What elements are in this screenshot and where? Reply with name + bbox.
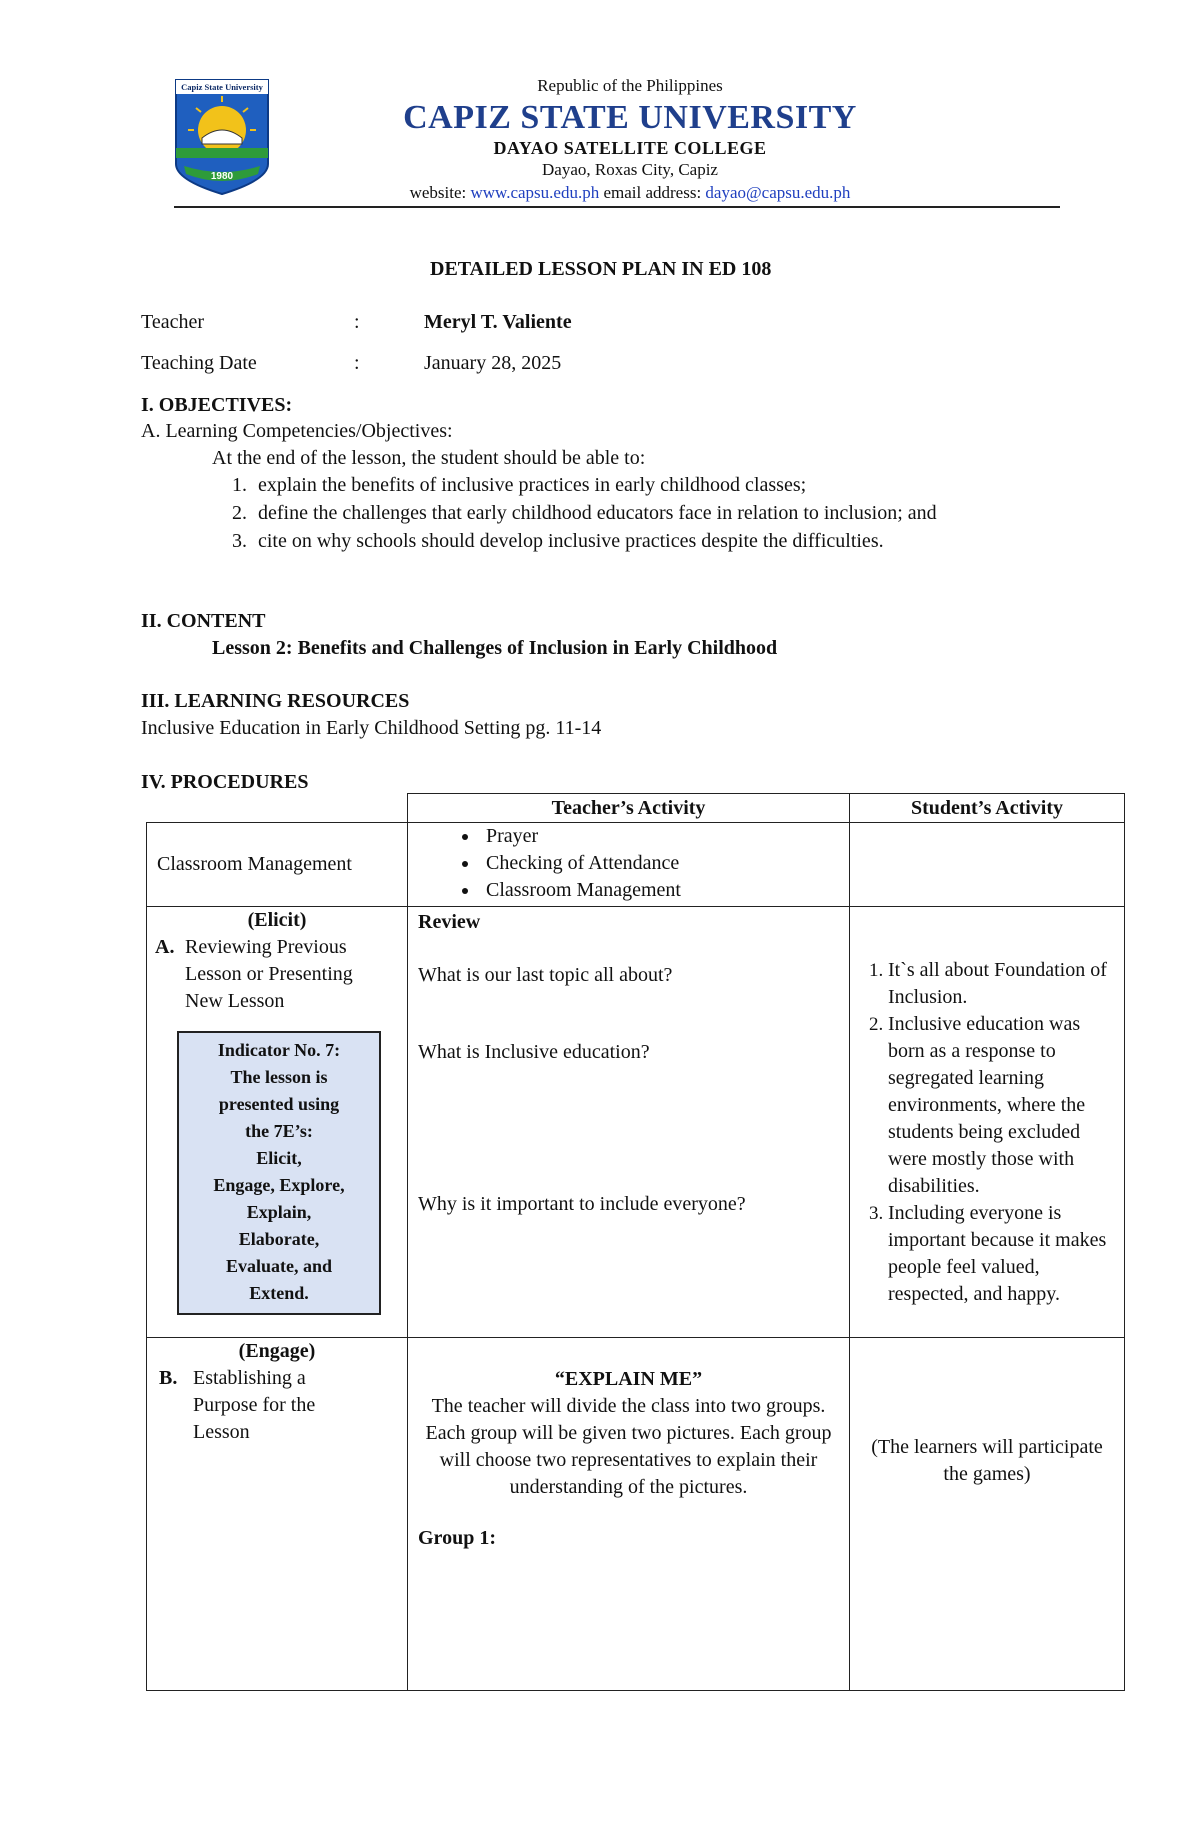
classroom-management-student-cell xyxy=(850,823,1125,907)
list-item: 1. It`s all about Foundation of Inclusion. xyxy=(888,957,1124,1011)
blank-header-cell xyxy=(147,794,408,823)
indicator-line: presented using xyxy=(218,1094,340,1114)
university-seal-logo xyxy=(174,78,270,196)
elicit-phase: (Elicit) xyxy=(247,909,307,931)
list-item: • Checking of Attendance xyxy=(480,850,849,877)
student-answers-list xyxy=(850,957,1124,1308)
elicit-teacher-cell xyxy=(408,907,850,1338)
indicator-line: Elaborate, xyxy=(238,1229,320,1249)
table-header-row xyxy=(147,794,1125,823)
teacher-colon: : xyxy=(354,311,360,333)
classroom-management-label: Classroom Management xyxy=(157,853,352,875)
date-colon: : xyxy=(354,352,360,374)
engage-student-response: (The learners will participate the games) xyxy=(871,1436,1103,1485)
teacher-name: Meryl T. Valiente xyxy=(424,311,572,333)
objective-item: 2. define the challenges that early childhood educators face in relation to inclusion; and xyxy=(252,499,937,527)
objectives-subheading: A. Learning Competencies/Objectives: xyxy=(141,420,453,442)
table-row xyxy=(147,1338,1125,1691)
indicator-line: Elicit, xyxy=(256,1148,302,1168)
classroom-management-activities-cell xyxy=(408,823,850,907)
indicator-line: Indicator No. 7: xyxy=(217,1040,341,1060)
header-divider xyxy=(174,206,1060,208)
elicit-student-cell xyxy=(850,907,1125,1338)
group-label: Group 1: xyxy=(418,1527,496,1549)
teacher-activity-header: Teacher’s Activity xyxy=(408,794,850,823)
objectives-intro: At the end of the lesson, the student should be able to: xyxy=(212,447,646,469)
indicator-line: Extend. xyxy=(249,1283,309,1303)
date-label: Teaching Date xyxy=(141,352,257,374)
indicator-box xyxy=(177,1031,381,1315)
table-row xyxy=(147,823,1125,907)
objective-item: 1. explain the benefits of inclusive practices in early childhood classes; xyxy=(252,471,937,499)
objectives-list xyxy=(212,471,937,555)
engage-teacher-cell xyxy=(408,1338,850,1691)
document-title: DETAILED LESSON PLAN IN ED 108 xyxy=(430,258,772,280)
list-item: 2. Inclusive education was born as a response to segregated learning environments, where the students being excluded were mostly those with disabilities. xyxy=(888,1011,1124,1200)
list-item: 3. Including everyone is important because it makes people feel valued, respected, and happy. xyxy=(888,1200,1124,1308)
indicator-line: Engage, Explore, xyxy=(213,1175,345,1195)
logo-text: Capiz State University xyxy=(181,82,263,92)
review-heading: Review xyxy=(418,911,481,933)
engage-label-cell xyxy=(147,1338,408,1691)
engage-student-cell xyxy=(850,1338,1125,1691)
procedures-table xyxy=(146,793,1125,1691)
activity-description: The teacher will divide the class into two groups. Each group will be given two pictures. Each group will choose two representatives to explain their understanding of the pictures. xyxy=(425,1395,832,1498)
indicator-line: the 7E’s: xyxy=(245,1121,313,1141)
review-question: Why is it important to include everyone? xyxy=(418,1193,746,1215)
contact-line xyxy=(330,183,930,203)
review-question: What is our last topic all about? xyxy=(418,964,673,986)
email-link[interactable]: dayao@capsu.edu.ph xyxy=(705,183,851,202)
website-label: website: xyxy=(409,183,467,202)
indicator-line: The lesson is xyxy=(230,1067,328,1087)
indicator-line: Explain, xyxy=(246,1202,312,1222)
teaching-date: January 28, 2025 xyxy=(424,352,562,374)
activity-title: “EXPLAIN ME” xyxy=(554,1368,703,1390)
resources-text: Inclusive Education in Early Childhood Setting pg. 11-14 xyxy=(141,717,602,739)
content-heading: II. CONTENT xyxy=(141,610,266,632)
engage-letter: B. xyxy=(159,1367,178,1389)
college-name: DAYAO SATELLITE COLLEGE xyxy=(493,138,767,158)
list-item: • Prayer xyxy=(480,823,849,850)
resources-heading: III. LEARNING RESOURCES xyxy=(141,690,410,712)
engage-phase: (Engage) xyxy=(238,1340,316,1362)
elicit-label: Reviewing Previous Lesson or Presenting New Lesson xyxy=(185,936,353,1012)
objectives-heading: I. OBJECTIVES: xyxy=(141,394,293,416)
lesson-title: Lesson 2: Benefits and Challenges of Inclusion in Early Childhood xyxy=(212,637,778,659)
logo-year: 1980 xyxy=(210,171,234,182)
review-question: What is Inclusive education? xyxy=(418,1041,650,1063)
classroom-management-label-cell xyxy=(147,823,408,907)
table-row xyxy=(147,907,1125,1338)
university-name: CAPIZ STATE UNIVERSITY xyxy=(403,99,857,136)
elicit-label-cell xyxy=(147,907,408,1338)
classroom-management-list xyxy=(408,823,849,904)
indicator-line: Evaluate, and xyxy=(225,1256,333,1276)
engage-label: Establishing a Purpose for the Lesson xyxy=(193,1367,316,1443)
email-label: email address: xyxy=(603,183,702,202)
student-activity-header: Student’s Activity xyxy=(850,794,1125,823)
republic-line: Republic of the Philippines xyxy=(537,76,723,95)
list-item: • Classroom Management xyxy=(480,877,849,904)
teacher-label: Teacher xyxy=(141,311,204,333)
objective-item: 3. cite on why schools should develop inclusive practices despite the difficulties. xyxy=(252,527,937,555)
website-link[interactable]: www.capsu.edu.ph xyxy=(470,183,600,202)
elicit-letter: A. xyxy=(155,936,175,958)
college-address: Dayao, Roxas City, Capiz xyxy=(542,160,718,179)
procedures-heading: IV. PROCEDURES xyxy=(141,771,309,793)
